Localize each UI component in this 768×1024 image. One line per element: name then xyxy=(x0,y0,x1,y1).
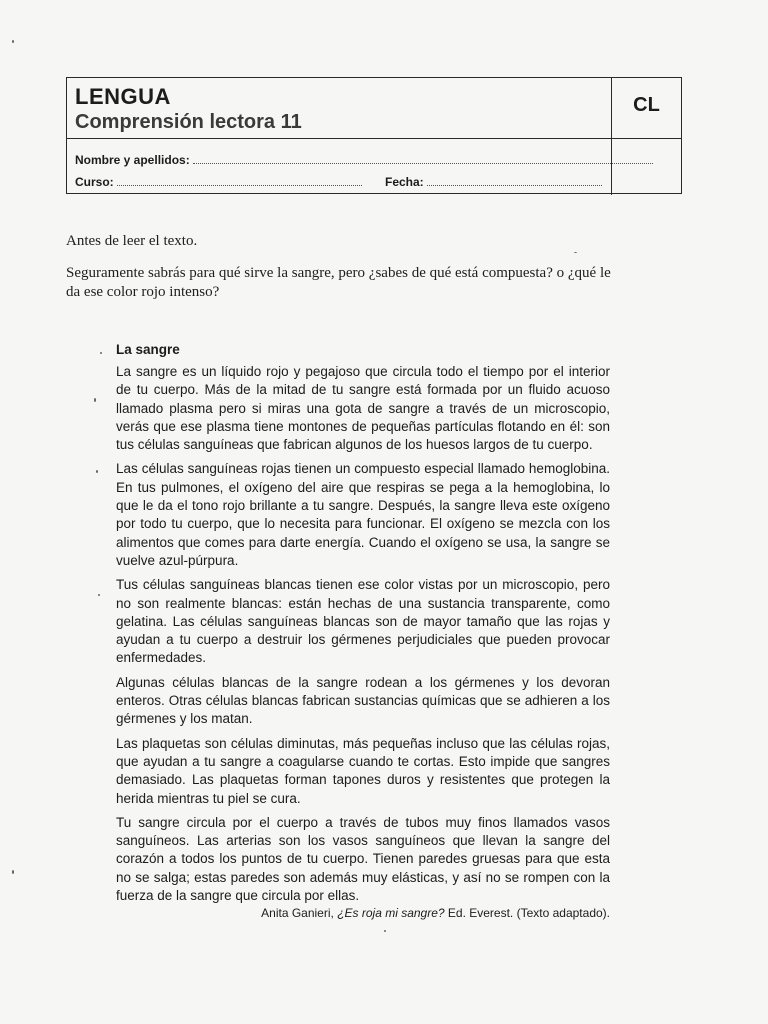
name-field[interactable] xyxy=(75,153,653,167)
credit-publisher: Ed. Everest. (Texto adaptado). xyxy=(447,906,610,920)
paragraph: Tus células sanguíneas blancas tienen ese color vistas por un microscopio, pero no son realmente blancas: están hechas de una sustancia transparente, como gelatina. Las células sanguíneas blancas son de mayor tamaño que las rojas y ayudan a tu cuerpo a destruir los gérmenes perjudiciales que pueden provocar enfermedades. xyxy=(116,577,610,666)
paragraph: Tu sangre circula por el cuerpo a través de tubos muy finos llamados vasos sanguíneos. Las arterias son los vasos sanguíneos que llevan la sangre del corazón a todos los puntos de tu cuerpo. Tienen paredes gruesas para que esta no se salga; estas paredes son además muy elásticas, y así no se rompen con la fuerza de la sangre que circula por ellas. xyxy=(116,814,610,904)
name-label: Nombre y apellidos: xyxy=(75,153,190,167)
level-code: CL xyxy=(633,94,660,116)
pre-reading-label: Antes de leer el texto. xyxy=(66,233,198,249)
source-credit xyxy=(261,906,610,920)
course-label: Curso: xyxy=(75,175,114,189)
paragraph: Algunas células blancas de la sangre rodean a los gérmenes y los devoran enteros. Otras células blancas fabrican sustancias químicas que se adhieren a los gérmenes y los matan. xyxy=(116,674,610,727)
paragraph: Las células sanguíneas rojas tienen un compuesto especial llamado hemoglobina. En tus pulmones, el oxígeno del aire que respiras se pega a la hemoglobina, lo que le da el tono rojo brillante a tu sangre. Después, la sangre lleva este oxígeno por todo tu cuerpo, que lo necesita para funcionar. El oxígeno se mezcla con los alimentos que comes para darte energía. Cuando el oxígeno se usa, la sangre se vuelve azul-púrpura. xyxy=(116,461,610,568)
level-code-cell xyxy=(611,78,681,195)
worksheet-header xyxy=(66,77,682,194)
scan-speck xyxy=(12,40,14,43)
reading-text xyxy=(116,342,610,911)
scan-speck xyxy=(574,252,577,253)
scan-speck xyxy=(384,930,386,932)
scan-speck xyxy=(98,594,100,596)
name-line[interactable] xyxy=(193,153,653,164)
paragraph: La sangre es un líquido rojo y pegajoso que circula todo el tiempo por el interior de tu cuerpo. Más de la mitad de tu sangre está formada por un fluido acuoso llamado plasma pero si miras una gota de sangre a través de un microscopio, verás que ese plasma tiene montones de pequeñas partículas flotando en él: son tus células sanguíneas que fabrican algunos de los huesos largos de tu cuerpo. xyxy=(116,364,610,453)
date-field[interactable] xyxy=(385,175,602,189)
worksheet-subtitle: Comprensión lectora 11 xyxy=(75,111,302,133)
subject-title: LENGUA xyxy=(75,84,171,109)
scan-speck xyxy=(96,470,98,473)
course-field[interactable] xyxy=(75,175,362,189)
credit-book-title: ¿Es roja mi sangre? xyxy=(337,906,445,920)
course-line[interactable] xyxy=(117,175,362,186)
reading-title: La sangre xyxy=(116,342,180,357)
date-label: Fecha: xyxy=(385,175,424,189)
scan-speck xyxy=(12,870,14,874)
pre-reading-question: Seguramente sabrás para qué sirve la sangre, pero ¿sabes de qué está compuesta? o ¿qué le da ese color rojo intenso? xyxy=(66,265,611,300)
credit-author: Anita Ganieri, xyxy=(261,906,334,920)
paragraph: Las plaquetas son células diminutas, más pequeñas incluso que las células rojas, que ayudan a tu sangre a coagularse cuando te cortas. Esto impide que sangres demasiado. Las plaquetas forman tapones duros y resistentes que protegen la herida mientras tu piel se cura. xyxy=(116,735,610,806)
scan-speck xyxy=(100,352,102,354)
date-line[interactable] xyxy=(427,175,602,186)
scan-speck xyxy=(94,398,96,402)
header-title-area xyxy=(67,78,681,139)
